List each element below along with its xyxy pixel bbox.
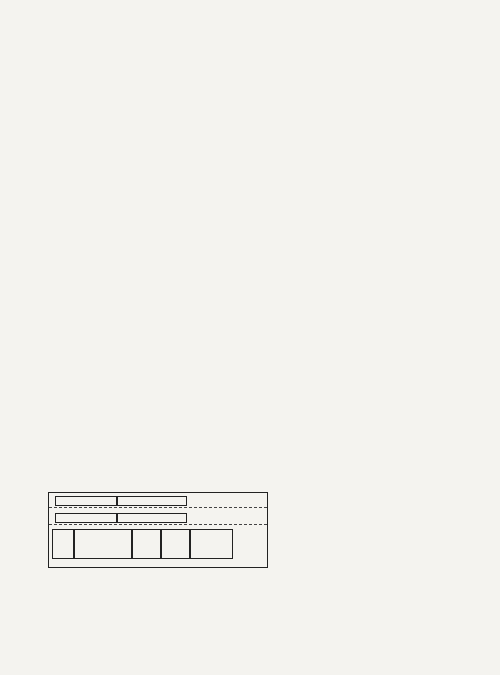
- col-mark-header: [190, 529, 233, 559]
- admission-table: [48, 492, 268, 568]
- col-name-header: [74, 529, 132, 559]
- col-practice-header: [161, 529, 190, 559]
- col-letter-b: [204, 78, 254, 87]
- dashed-divider: [49, 507, 267, 508]
- dashed-divider: [49, 524, 267, 525]
- col-num-header: [52, 529, 74, 559]
- group-value: [117, 513, 187, 523]
- group-label: [55, 513, 117, 523]
- discipline-label: [55, 496, 117, 506]
- col-letter-c: [254, 78, 302, 87]
- discipline-value: [117, 496, 187, 506]
- col-letter-d: [302, 78, 342, 87]
- col-letter-a: [148, 78, 204, 87]
- col-lectures-header: [132, 529, 161, 559]
